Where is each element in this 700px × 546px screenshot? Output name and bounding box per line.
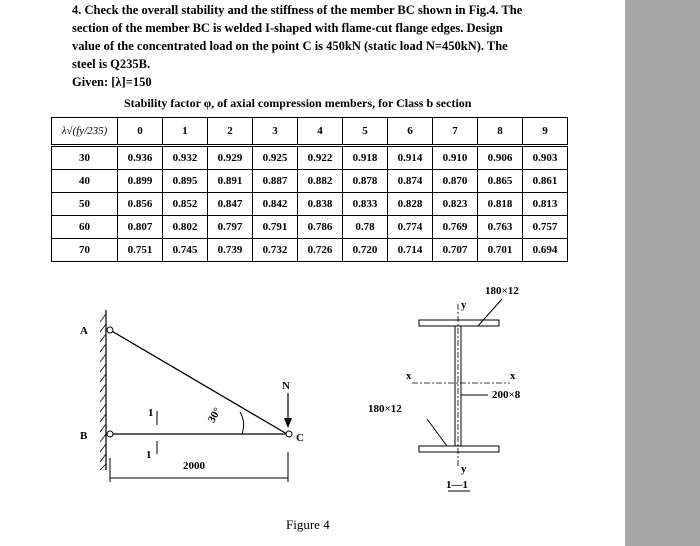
phi-value-cell: 0.763: [478, 216, 523, 239]
section-title: 1—1: [446, 479, 468, 491]
problem-given: Given: [λ]=150: [72, 75, 152, 89]
phi-value-cell: 0.833: [343, 193, 388, 216]
phi-value-cell: 0.922: [298, 146, 343, 170]
column-header: 4: [298, 118, 343, 146]
column-header: 0: [118, 118, 163, 146]
phi-value-cell: 0.823: [433, 193, 478, 216]
phi-value-cell: 0.895: [163, 170, 208, 193]
phi-value-cell: 0.925: [253, 146, 298, 170]
angle-arc: [240, 412, 244, 434]
joint-B: [107, 431, 113, 437]
phi-value-cell: 0.891: [208, 170, 253, 193]
column-header: 3: [253, 118, 298, 146]
column-header: 7: [433, 118, 478, 146]
phi-value-cell: 0.914: [388, 146, 433, 170]
label-B: B: [80, 430, 88, 442]
column-header: 6: [388, 118, 433, 146]
phi-value-cell: 0.745: [163, 239, 208, 262]
gray-side-panel: [625, 0, 700, 546]
label-A: A: [80, 325, 88, 337]
phi-value-cell: 0.726: [298, 239, 343, 262]
bottom-flange: [419, 446, 499, 452]
phi-value-cell: 0.732: [253, 239, 298, 262]
row-lambda-cell: 70: [52, 239, 118, 262]
problem-line-1: 4. Check the overall stability and the stiffness of the member BC shown in Fig.4. The: [72, 3, 523, 17]
phi-value-cell: 0.694: [523, 239, 568, 262]
phi-value-cell: 0.739: [208, 239, 253, 262]
problem-line-4: steel is Q235B.: [72, 57, 151, 71]
phi-value-cell: 0.903: [523, 146, 568, 170]
phi-value-cell: 0.807: [118, 216, 163, 239]
figure-caption: Figure 4: [286, 517, 330, 532]
section-label-bottom: 1: [146, 449, 152, 461]
label-N: N: [282, 380, 290, 392]
phi-value-cell: 0.906: [478, 146, 523, 170]
phi-value-cell: 0.842: [253, 193, 298, 216]
section-label-top: 1: [148, 407, 154, 419]
member-AC: [110, 330, 287, 434]
axis-x-left-label: x: [406, 370, 412, 382]
phi-value-cell: 0.757: [523, 216, 568, 239]
phi-value-cell: 0.707: [433, 239, 478, 262]
phi-value-cell: 0.882: [298, 170, 343, 193]
phi-value-cell: 0.813: [523, 193, 568, 216]
phi-value-cell: 0.918: [343, 146, 388, 170]
label-C: C: [296, 432, 304, 444]
phi-value-cell: 0.874: [388, 170, 433, 193]
top-flange-dim: 180×12: [485, 285, 519, 297]
phi-value-cell: 0.852: [163, 193, 208, 216]
column-header: 8: [478, 118, 523, 146]
problem-line-3: value of the concentrated load on the point C is 450kN (static load N=450kN). The: [72, 39, 508, 53]
angle-label: 30°: [205, 405, 224, 425]
joint-C: [286, 431, 292, 437]
table-caption: Stability factor φ, of axial compression members, for Class b section: [124, 96, 472, 110]
phi-value-cell: 0.797: [208, 216, 253, 239]
phi-value-cell: 0.929: [208, 146, 253, 170]
row-lambda-cell: 60: [52, 216, 118, 239]
axis-x-right-label: x: [510, 370, 516, 382]
phi-value-cell: 0.818: [478, 193, 523, 216]
row-lambda-cell: 40: [52, 170, 118, 193]
dimension-label: 2000: [183, 460, 205, 472]
joint-A: [107, 327, 113, 333]
problem-line-2: section of the member BC is welded I-shaped with flame-cut flange edges. Design: [72, 21, 503, 35]
column-header: 5: [343, 118, 388, 146]
phi-value-cell: 0.878: [343, 170, 388, 193]
row-lambda-cell: 50: [52, 193, 118, 216]
phi-value-cell: 0.861: [523, 170, 568, 193]
wall-hatching: [100, 314, 106, 470]
phi-value-cell: 0.887: [253, 170, 298, 193]
phi-value-cell: 0.714: [388, 239, 433, 262]
phi-value-cell: 0.828: [388, 193, 433, 216]
phi-value-cell: 0.701: [478, 239, 523, 262]
phi-value-cell: 0.870: [433, 170, 478, 193]
load-arrow-head: [284, 418, 292, 428]
corner-header: λ√(fy/235): [52, 118, 118, 146]
axis-y-bottom-label: y: [461, 463, 467, 475]
phi-value-cell: 0.847: [208, 193, 253, 216]
phi-value-cell: 0.932: [163, 146, 208, 170]
bottom-flange-dim: 180×12: [368, 403, 402, 415]
phi-value-cell: 0.774: [388, 216, 433, 239]
phi-value-cell: 0.856: [118, 193, 163, 216]
row-lambda-cell: 30: [52, 146, 118, 170]
column-header: 1: [163, 118, 208, 146]
column-header: 2: [208, 118, 253, 146]
column-header: 9: [523, 118, 568, 146]
phi-value-cell: 0.769: [433, 216, 478, 239]
phi-value-cell: 0.936: [118, 146, 163, 170]
axis-y-top-label: y: [461, 299, 467, 311]
phi-value-cell: 0.751: [118, 239, 163, 262]
web-dim: 200×8: [492, 389, 521, 401]
top-flange: [419, 320, 499, 326]
phi-value-cell: 0.838: [298, 193, 343, 216]
phi-value-cell: 0.786: [298, 216, 343, 239]
phi-value-cell: 0.802: [163, 216, 208, 239]
phi-value-cell: 0.865: [478, 170, 523, 193]
phi-value-cell: 0.720: [343, 239, 388, 262]
phi-value-cell: 0.791: [253, 216, 298, 239]
phi-value-cell: 0.78: [343, 216, 388, 239]
phi-value-cell: 0.910: [433, 146, 478, 170]
leader-bottom-flange: [427, 419, 447, 446]
phi-value-cell: 0.899: [118, 170, 163, 193]
